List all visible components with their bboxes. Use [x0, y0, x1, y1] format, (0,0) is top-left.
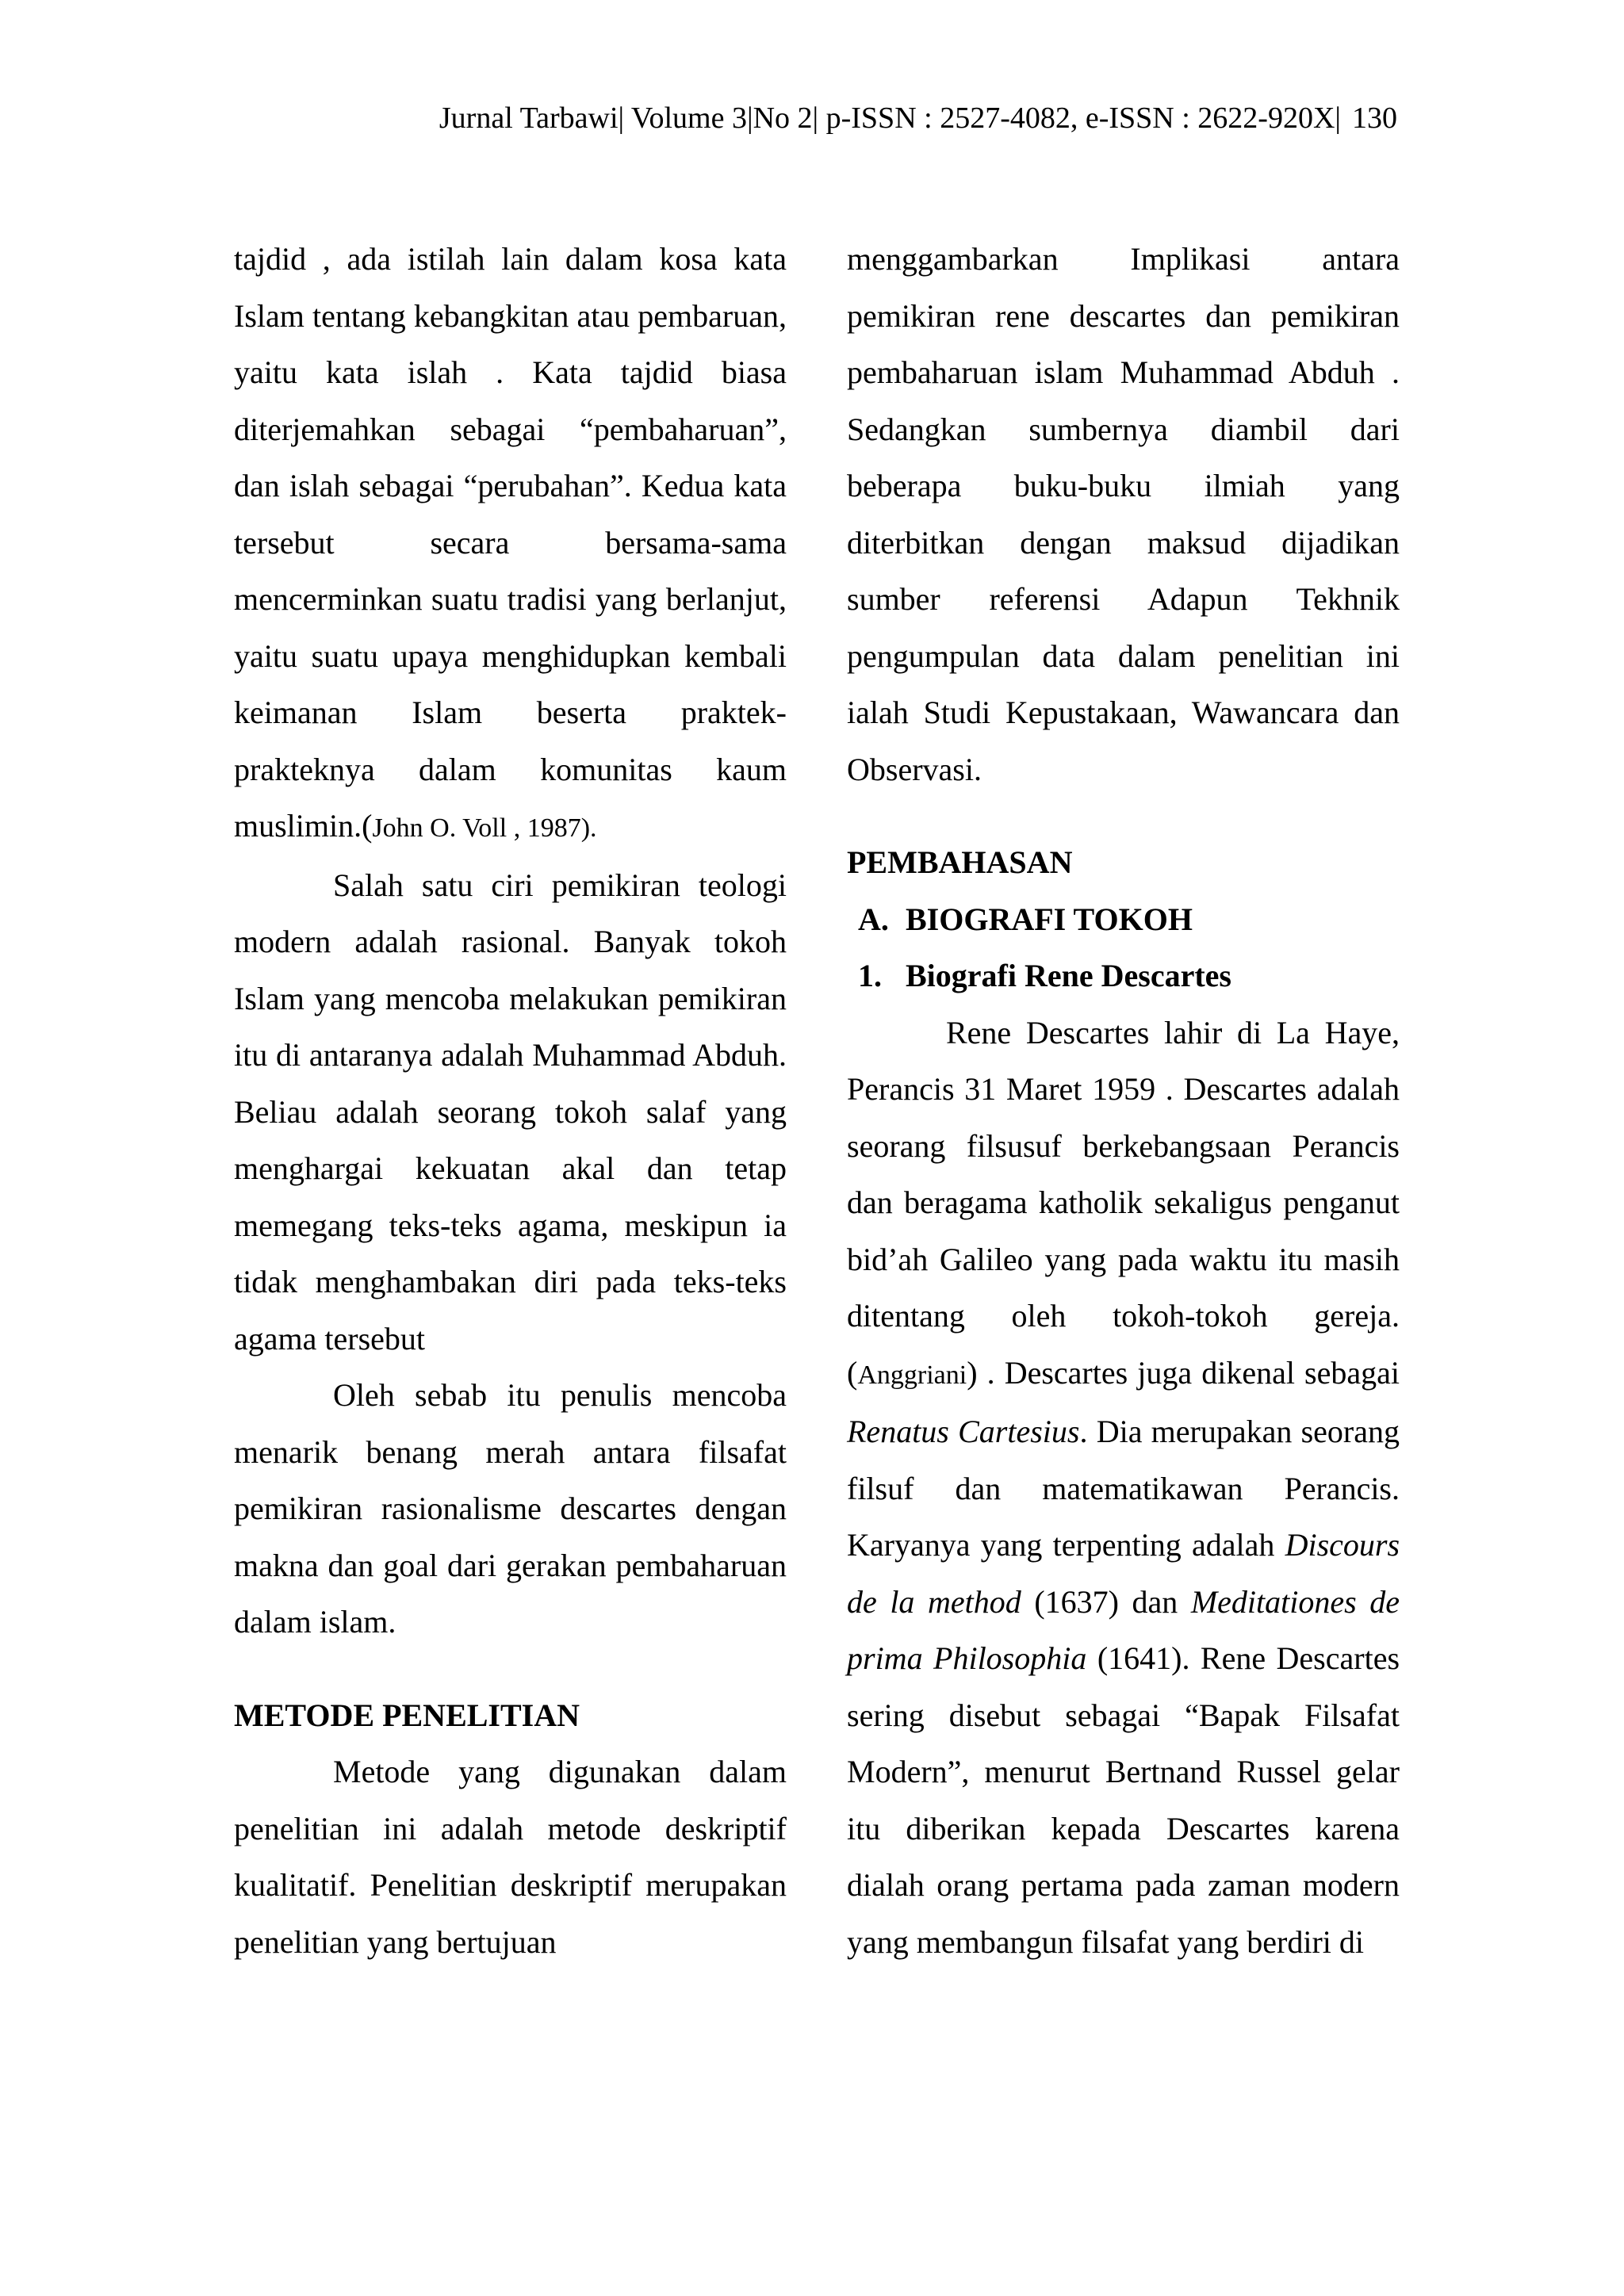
paragraph-metode: Metode yang digunakan dalam penelitian ini adalah metode deskriptif kualitatif. Penelitian deskriptif merupakan penelitian yang bertujuan	[234, 1754, 787, 1960]
spacer	[234, 1651, 787, 1687]
italic-meditationes: Meditationes de prima Philosophia	[847, 1583, 1400, 1676]
paragraph-tajdid	[234, 231, 787, 857]
paragraph-biografi-descartes	[847, 1004, 1400, 1971]
running-header	[439, 100, 1397, 136]
page-number: 130	[1352, 101, 1397, 135]
subheading-title: Biografi Rene Descartes	[906, 958, 1231, 993]
italic-renatus-cartesius: Renatus Cartesius	[847, 1414, 1080, 1449]
heading-metode-penelitian: METODE PENELITIAN	[234, 1697, 580, 1733]
paragraph-metode-continued: menggambarkan Implikasi antara pemikiran rene descartes dan pemikiran pembaharuan islam Muhammad Abduh . Sedangkan sumbernya diambil dari beberapa buku-buku ilmiah yang diterbitkan dengan maksud dijadikan sumber referensi Adapun Tekhnik pengumpulan data dalam penelitian ini ialah Studi Kepustakaan, Wawancara dan Observasi.	[847, 241, 1400, 787]
heading-pembahasan: PEMBAHASAN	[847, 844, 1073, 880]
bio-text: (1641). Rene Descartes sering disebut sebagai “Bapak Filsafat Modern”, menurut Bertnand Russel gelar itu diberikan kepada Descartes karena dialah orang pertama pada zaman modern yang membangun filsafat yang berdiri di	[847, 1640, 1400, 1960]
subheading-number: 1.	[858, 958, 882, 993]
subheading-number: A.	[858, 901, 889, 937]
bio-text: . Dia merupakan seorang filsuf dan matematikawan Perancis. Karyanya yang terpenting adalah	[847, 1414, 1400, 1563]
paragraph-tajdid-text: tajdid , ada istilah lain dalam kosa kata Islam tentang kebangkitan atau pembaruan, yaitu kata islah . Kata tajdid biasa diterjemahkan sebagai “pembaharuan”, dan islah sebagai “perubahan”. Kedua kata tersebut secara bersama-sama mencerminkan suatu tradisi yang berlanjut, yaitu suatu upaya menghidupkan kembali keimanan Islam beserta praktek-prakteknya dalam komunitas kaum muslimin.(	[234, 241, 787, 844]
bio-text: Rene Descartes lahir di La Haye, Perancis 31 Maret 1959 . Descartes adalah seorang filsusuf berkebangsaan Perancis dan beragama katholik sekaligus penganut bid’ah Galileo yang pada waktu itu masih ditentang oleh tokoh-tokoh gereja.(	[847, 1014, 1400, 1391]
citation-voll: John O. Voll , 1987).	[372, 813, 597, 843]
paragraph-teologi-modern: Salah satu ciri pemikiran teologi modern adalah rasional. Banyak tokoh Islam yang mencoba melakukan pemikiran itu di antaranya adalah Muhammad Abduh. Beliau adalah seorang tokoh salaf yang menghargai kekuatan akal dan tetap memegang teks-teks agama, meskipun ia tidak menghambakan diri pada teks-teks agama tersebut	[234, 867, 787, 1357]
subheading-biografi-descartes	[847, 947, 1400, 1004]
bio-text: ) . Descartes juga dikenal sebagai	[967, 1354, 1400, 1391]
subheading-title: BIOGRAFI TOKOH	[906, 901, 1193, 937]
paragraph-benang-merah: Oleh sebab itu penulis mencoba menarik benang merah antara filsafat pemikiran rasionalisme descartes dengan makna dan goal dari gerakan pembaharuan dalam islam.	[234, 1377, 787, 1640]
italic-discours: Discours de la method	[847, 1527, 1400, 1620]
bio-text: (1637) dan	[1034, 1583, 1178, 1620]
right-column	[847, 231, 1400, 1970]
spacer	[847, 798, 1400, 834]
subheading-biografi-tokoh	[847, 891, 1400, 948]
left-column	[234, 231, 787, 1970]
journal-info: Jurnal Tarbawi| Volume 3|No 2| p-ISSN : 2527-4082, e-ISSN : 2622-920X|	[439, 101, 1341, 135]
citation-anggriani: Anggriani	[857, 1360, 967, 1390]
